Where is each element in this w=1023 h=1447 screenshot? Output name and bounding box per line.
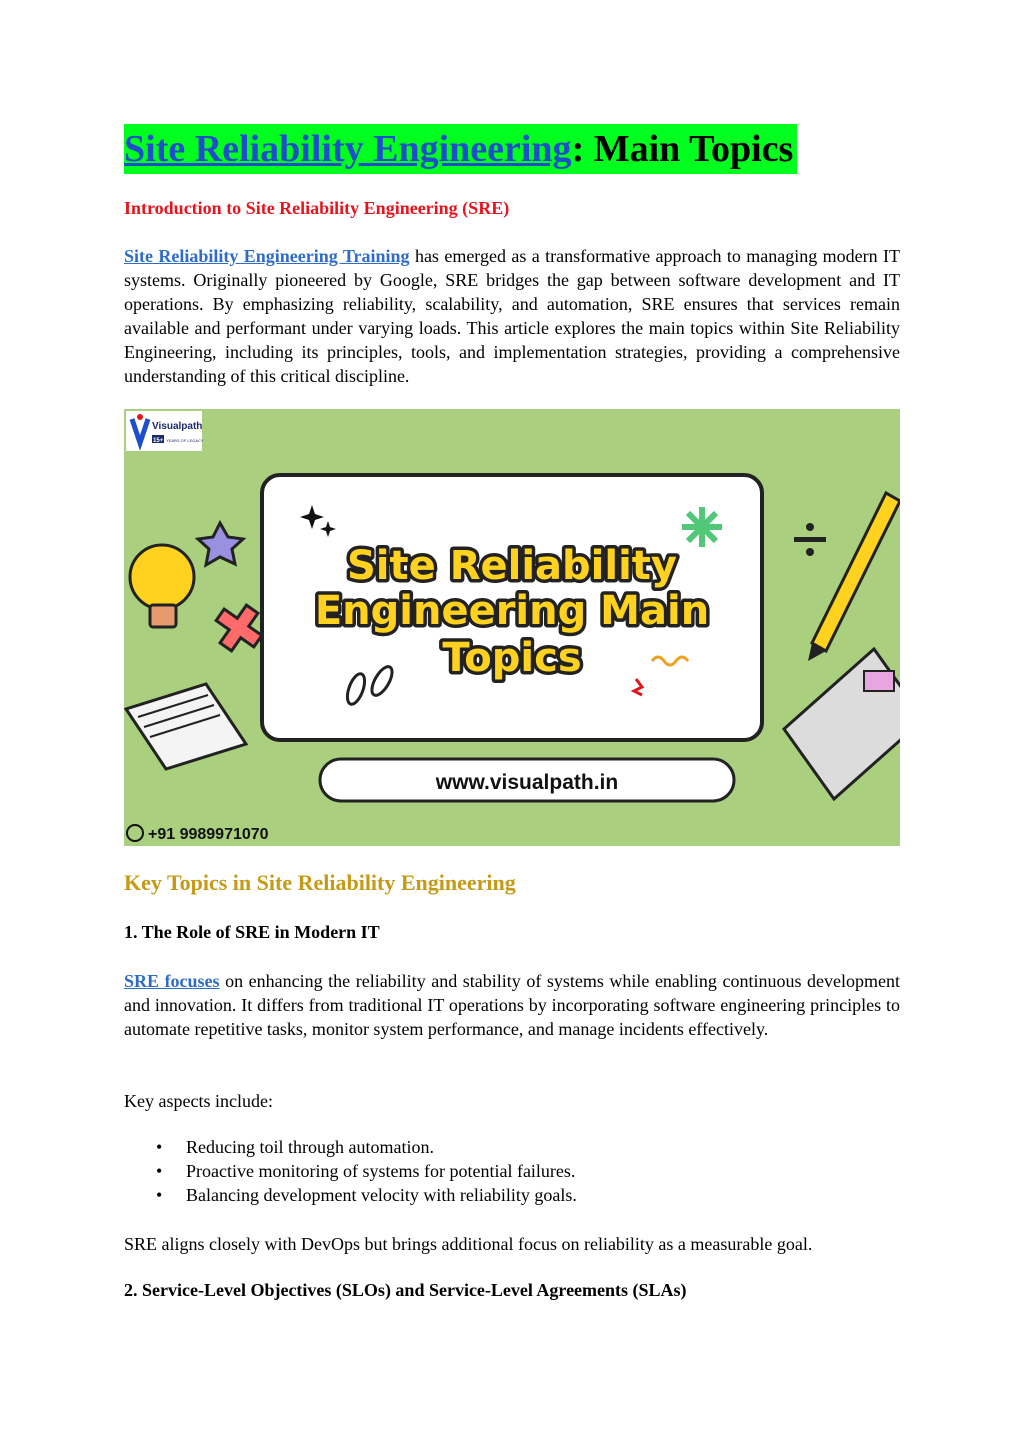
title-link[interactable]: Site Reliability Engineering xyxy=(124,128,572,170)
section-2-heading: 2. Service-Level Objectives (SLOs) and Service-Level Agreements (SLAs) xyxy=(124,1280,687,1300)
aspects-intro: Key aspects include: xyxy=(124,1091,273,1111)
intro-text: has emerged as a transformative approach to managing modern IT systems. Originally pioneered by Google, SRE bridges the gap between software development and IT operations. By emphasizing reliability, scalability, and automation, SRE ensures that services remain available and performant under varying loads. This article explores the main topics within Site Reliability Engineering, including its principles, tools, and implementation strategies, providing a comprehensive understanding of this critical discipline. xyxy=(124,246,900,386)
banner-line-3: Topics xyxy=(442,635,582,681)
list-item: • Proactive monitoring of systems for potential failures. xyxy=(124,1159,577,1183)
banner-line-2: Engineering Main xyxy=(314,588,710,634)
closing-paragraph: SRE aligns closely with DevOps but brings additional focus on reliability as a measurable goal. xyxy=(124,1234,813,1254)
banner-line-1: Site Reliability xyxy=(347,543,677,589)
training-link[interactable]: Site Reliability Engineering Training xyxy=(124,246,410,266)
section-1-paragraph xyxy=(124,969,900,1041)
banner-graphic xyxy=(124,409,900,846)
page-title xyxy=(124,124,797,174)
section-1-text: on enhancing the reliability and stability of systems while enabling continuous development and innovation. It differs from traditional IT operations by incorporating software engineering principles to automate repetitive tasks, monitor system performance, and manage incidents effectively. xyxy=(124,971,900,1039)
key-topics-heading: Key Topics in Site Reliability Engineering xyxy=(124,870,516,895)
section-1-heading: 1. The Role of SRE in Modern IT xyxy=(124,922,380,942)
aspects-list xyxy=(124,1135,577,1207)
intro-paragraph xyxy=(124,244,900,388)
calculator-icon xyxy=(784,649,900,799)
lightbulb-icon xyxy=(130,545,194,627)
title-rest: : Main Topics xyxy=(571,128,794,170)
visualpath-logo xyxy=(126,411,204,451)
logo-name: Visualpath xyxy=(152,421,203,432)
intro-heading: Introduction to Site Reliability Engineering (SRE) xyxy=(124,198,510,218)
list-item: • Reducing toil through automation. xyxy=(124,1135,577,1159)
banner-image xyxy=(124,409,900,846)
phone-icon xyxy=(127,825,143,841)
banner-phone: +91 9989971070 xyxy=(148,826,269,843)
logo-sub: YEARS OF LEGACY xyxy=(166,438,204,443)
notebook-icon xyxy=(126,684,246,769)
banner-url: www.visualpath.in xyxy=(435,771,619,794)
pencil-icon xyxy=(808,493,900,661)
asterisk-icon xyxy=(682,507,722,547)
divide-icon xyxy=(794,523,826,556)
logo-badge: 15+ xyxy=(153,438,164,444)
list-item: • Balancing development velocity with reliability goals. xyxy=(124,1183,577,1207)
sre-focuses-link[interactable]: SRE focuses xyxy=(124,971,220,991)
star-icon xyxy=(198,523,243,565)
